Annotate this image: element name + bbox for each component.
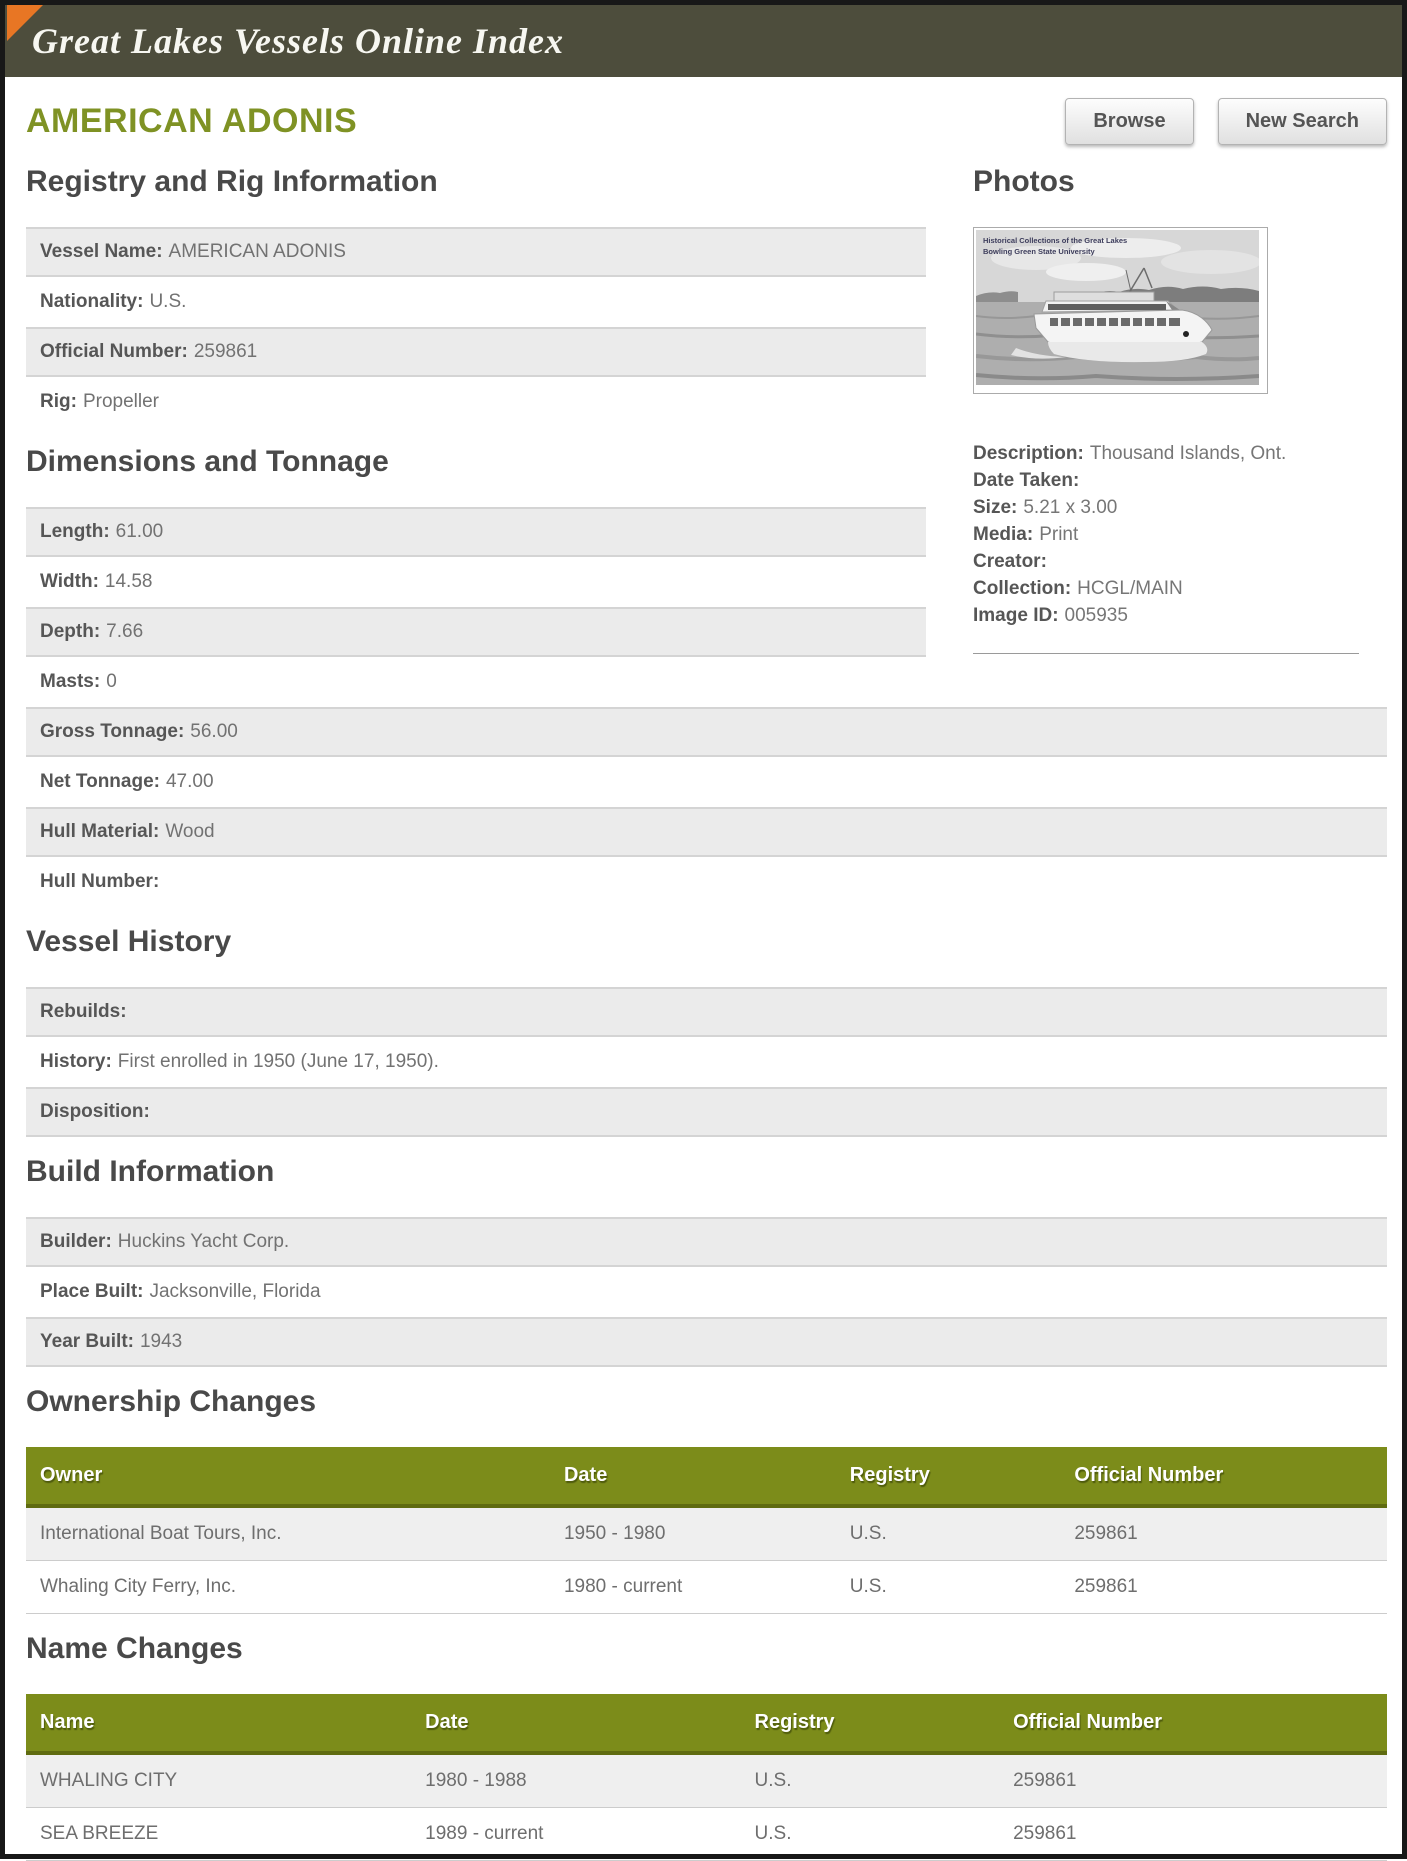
column-header-name: Name <box>26 1694 411 1753</box>
info-value: AMERICAN ADONIS <box>168 241 346 262</box>
info-row-net-tonnage <box>26 757 1387 807</box>
cell-registry: U.S. <box>836 1506 1061 1561</box>
meta-value: 5.21 x 3.00 <box>1023 497 1118 518</box>
table-header-row <box>26 1694 1387 1753</box>
tonnage-full-width-rows <box>26 707 1387 907</box>
info-label: Year Built: <box>40 1331 134 1352</box>
title-row <box>26 95 1387 147</box>
info-label: Rebuilds: <box>40 1001 127 1022</box>
column-header-date: Date <box>550 1447 836 1506</box>
photo-credit-line2: Bowling Green State University <box>983 247 1095 256</box>
cell-registry: U.S. <box>741 1808 1000 1861</box>
info-row-masts <box>26 657 926 707</box>
info-row-length <box>26 507 926 557</box>
meta-label: Size: <box>973 497 1018 518</box>
info-label: Gross Tonnage: <box>40 721 185 742</box>
info-row-hull-material <box>26 807 1387 857</box>
meta-label: Image ID: <box>973 605 1059 626</box>
ownership-changes-table <box>26 1447 1387 1614</box>
info-row-vessel-name <box>26 227 926 277</box>
meta-label: Creator: <box>973 551 1047 572</box>
name-changes-table <box>26 1694 1387 1861</box>
cell-owner: International Boat Tours, Inc. <box>26 1506 550 1561</box>
info-value: 56.00 <box>190 721 238 742</box>
cell-date: 1980 - current <box>550 1561 836 1614</box>
info-value: Propeller <box>82 391 159 412</box>
info-label: Hull Material: <box>40 821 160 842</box>
info-label: Net Tonnage: <box>40 771 160 792</box>
meta-row-creator <box>973 548 1387 575</box>
info-label: Disposition: <box>40 1101 150 1122</box>
info-label: Depth: <box>40 621 101 642</box>
top-two-column-area <box>26 147 1387 707</box>
table-row <box>26 1753 1387 1808</box>
meta-value: HCGL/MAIN <box>1077 578 1183 599</box>
meta-value: Thousand Islands, Ont. <box>1089 443 1287 464</box>
column-header-owner: Owner <box>26 1447 550 1506</box>
column-header-registry: Registry <box>741 1694 1000 1753</box>
info-label: Vessel Name: <box>40 241 163 262</box>
browse-button[interactable]: Browse <box>1065 98 1193 145</box>
info-label: Nationality: <box>40 291 144 312</box>
new-search-button[interactable]: New Search <box>1218 98 1387 145</box>
header-bar <box>5 5 1402 77</box>
build-information-heading: Build Information <box>26 1155 275 1188</box>
info-row-rebuilds <box>26 987 1387 1037</box>
info-label: Official Number: <box>40 341 188 362</box>
page-title: AMERICAN ADONIS <box>26 101 358 140</box>
name-changes-heading: Name Changes <box>26 1632 243 1665</box>
photo-meta-divider <box>973 653 1359 654</box>
page-content <box>5 95 1402 1861</box>
table-row <box>26 1808 1387 1861</box>
info-value: 259861 <box>193 341 258 362</box>
column-header-official-number: Official Number <box>1060 1447 1387 1506</box>
info-row-depth <box>26 607 926 657</box>
meta-row-date-taken <box>973 467 1387 494</box>
info-row-nationality <box>26 277 926 327</box>
column-header-official-number: Official Number <box>999 1694 1387 1753</box>
info-row-builder <box>26 1217 1387 1267</box>
info-label: Place Built: <box>40 1281 144 1302</box>
info-value: 0 <box>106 671 117 692</box>
meta-row-image-id <box>973 602 1387 629</box>
cell-official-number: 259861 <box>1060 1506 1387 1561</box>
photo-metadata <box>973 440 1387 629</box>
info-row-history <box>26 1037 1387 1087</box>
meta-value: 005935 <box>1064 605 1128 626</box>
info-value: 61.00 <box>115 521 164 542</box>
cell-official-number: 259861 <box>999 1753 1387 1808</box>
info-value: Jacksonville, Florida <box>149 1281 321 1302</box>
info-label: Hull Number: <box>40 871 160 892</box>
meta-label: Collection: <box>973 578 1072 599</box>
info-value: Huckins Yacht Corp. <box>117 1231 290 1252</box>
cell-official-number: 259861 <box>1060 1561 1387 1614</box>
photo-credit-line1: Historical Collections of the Great Lakes <box>983 236 1128 245</box>
info-row-gross-tonnage <box>26 707 1387 757</box>
dimensions-section-heading: Dimensions and Tonnage <box>26 445 389 478</box>
info-value: Wood <box>165 821 215 842</box>
info-label: Masts: <box>40 671 101 692</box>
cell-date: 1980 - 1988 <box>411 1753 740 1808</box>
info-value: 47.00 <box>165 771 214 792</box>
info-label: Width: <box>40 571 99 592</box>
table-row <box>26 1506 1387 1561</box>
info-value: 1943 <box>139 1331 183 1352</box>
cell-owner: Whaling City Ferry, Inc. <box>26 1561 550 1614</box>
site-title: Great Lakes Vessels Online Index <box>32 21 565 61</box>
table-row <box>26 1561 1387 1614</box>
info-label: History: <box>40 1051 112 1072</box>
meta-row-description <box>973 440 1387 467</box>
info-value: 14.58 <box>104 571 153 592</box>
info-row-width <box>26 557 926 607</box>
cell-registry: U.S. <box>836 1561 1061 1614</box>
cell-date: 1989 - current <box>411 1808 740 1861</box>
info-label: Rig: <box>40 391 77 412</box>
meta-row-collection <box>973 575 1387 602</box>
info-row-year-built <box>26 1317 1387 1367</box>
vessel-info-column <box>26 147 926 707</box>
info-value: First enrolled in 1950 (June 17, 1950). <box>117 1051 439 1072</box>
registry-section-heading: Registry and Rig Information <box>26 165 438 198</box>
info-row-rig <box>26 377 926 427</box>
ownership-changes-heading: Ownership Changes <box>26 1385 317 1418</box>
cell-registry: U.S. <box>741 1753 1000 1808</box>
cell-date: 1950 - 1980 <box>550 1506 836 1561</box>
boat-photo-illustration <box>976 230 1259 385</box>
info-label: Length: <box>40 521 110 542</box>
cell-name: WHALING CITY <box>26 1753 411 1808</box>
meta-label: Media: <box>973 524 1034 545</box>
photos-column <box>973 147 1387 654</box>
meta-label: Description: <box>973 443 1084 464</box>
meta-row-size <box>973 494 1387 521</box>
cell-official-number: 259861 <box>999 1808 1387 1861</box>
vessel-history-heading: Vessel History <box>26 925 232 958</box>
info-label: Builder: <box>40 1231 112 1252</box>
photos-heading: Photos <box>973 165 1075 198</box>
column-header-registry: Registry <box>836 1447 1061 1506</box>
info-value: U.S. <box>149 291 187 312</box>
info-value: 7.66 <box>106 621 144 642</box>
meta-label: Date Taken: <box>973 470 1080 491</box>
column-header-date: Date <box>411 1694 740 1753</box>
cell-name: SEA BREEZE <box>26 1808 411 1861</box>
table-header-row <box>26 1447 1387 1506</box>
info-row-disposition <box>26 1087 1387 1137</box>
button-group <box>1041 98 1387 145</box>
meta-value: Print <box>1039 524 1079 545</box>
meta-row-media <box>973 521 1387 548</box>
info-row-hull-number <box>26 857 1387 907</box>
info-row-official-number <box>26 327 926 377</box>
vessel-photo[interactable] <box>973 227 1268 394</box>
info-row-place-built <box>26 1267 1387 1317</box>
